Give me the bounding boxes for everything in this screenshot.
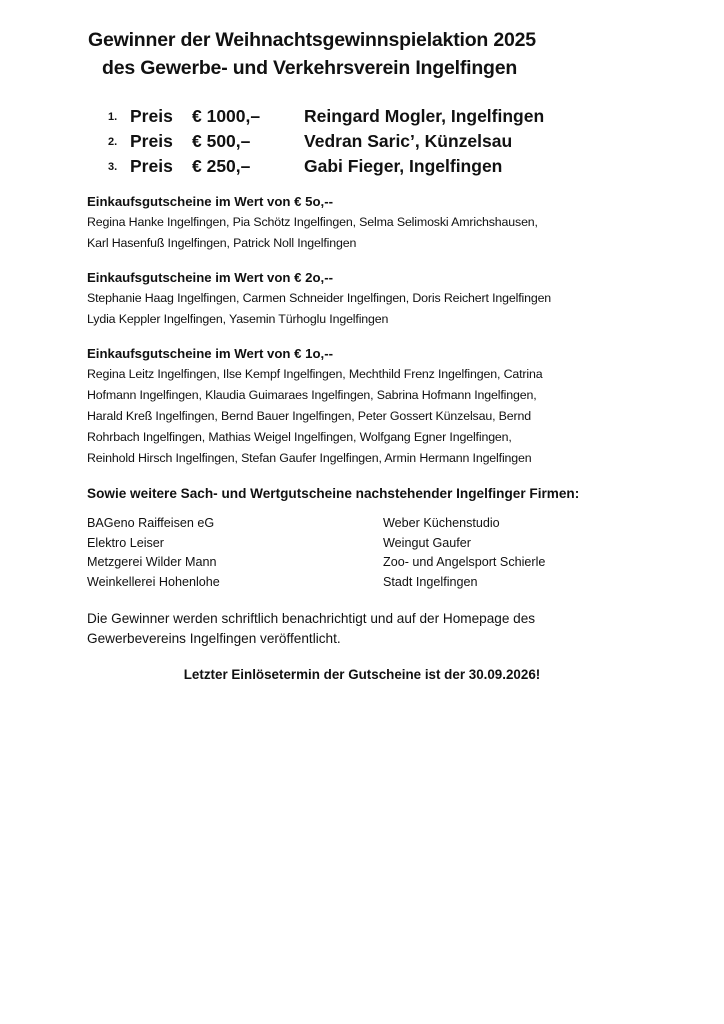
prize-winner: Gabi Fieger, Ingelfingen	[304, 156, 503, 176]
voucher-winners	[87, 364, 657, 469]
voucher-winners	[87, 288, 657, 330]
firm-item: Weber Küchenstudio	[383, 516, 500, 530]
firm-item: Weingut Gaufer	[383, 535, 471, 550]
voucher-winners-line: Rohrbach Ingelfingen, Mathias Weigel Ingelfingen, Wolfgang Egner Ingelfingen,	[87, 430, 512, 444]
prize-winner: Reingard Mogler, Ingelfingen	[304, 106, 545, 126]
title-line-1: Gewinner der Weihnachtsgewinnspielaktion 2025	[88, 29, 536, 51]
prize-list	[108, 104, 628, 179]
firms-column-right	[383, 514, 545, 592]
voucher-winners	[87, 212, 657, 254]
voucher-section-50	[87, 192, 657, 254]
voucher-winners-line: Lydia Keppler Ingelfingen, Yasemin Türhoglu Ingelfingen	[87, 312, 389, 326]
firm-item: Elektro Leiser	[87, 535, 164, 550]
voucher-winners-line: Stephanie Haag Ingelfingen, Carmen Schneider Ingelfingen, Doris Reichert Ingelfingen	[87, 291, 552, 305]
prize-label: Preis	[130, 156, 173, 176]
prize-number: 3.	[108, 161, 118, 173]
notification-notice	[87, 609, 647, 649]
voucher-heading: Einkaufsgutscheine im Wert von € 1o,--	[87, 346, 333, 361]
title-line-2: des Gewerbe- und Verkehrsverein Ingelfingen	[102, 57, 518, 79]
prize-row	[108, 129, 628, 154]
notice-line: Gewerbevereins Ingelfingen veröffentlicht.	[87, 631, 341, 646]
voucher-section-20	[87, 268, 657, 330]
prize-row	[108, 154, 628, 179]
voucher-section-10	[87, 344, 657, 469]
prize-label: Preis	[130, 131, 173, 151]
prize-number: 2.	[108, 136, 118, 148]
firms-heading: Sowie weitere Sach- und Wertgutscheine nachstehender Ingelfinger Firmen:	[87, 486, 580, 501]
voucher-winners-line: Regina Hanke Ingelfingen, Pia Schötz Ingelfingen, Selma Selimoski Amrichshausen,	[87, 215, 538, 229]
voucher-heading: Einkaufsgutscheine im Wert von € 5o,--	[87, 194, 333, 209]
firm-item: Zoo- und Angelsport Schierle	[383, 555, 546, 569]
firm-item: Stadt Ingelfingen	[383, 574, 478, 589]
prize-amount: € 250,–	[192, 156, 251, 176]
prize-row	[108, 104, 628, 129]
voucher-winners-line: Hofmann Ingelfingen, Klaudia Guimaraes Ingelfingen, Sabrina Hofmann Ingelfingen,	[87, 388, 537, 402]
voucher-heading: Einkaufsgutscheine im Wert von € 2o,--	[87, 270, 333, 285]
prize-amount: € 500,–	[192, 131, 251, 151]
firm-item: Metzgerei Wilder Mann	[87, 555, 217, 569]
prize-label: Preis	[130, 106, 173, 126]
voucher-winners-line: Harald Kreß Ingelfingen, Bernd Bauer Ingelfingen, Peter Gossert Künzelsau, Bernd	[87, 409, 531, 423]
prize-number: 1.	[108, 111, 118, 123]
voucher-winners-line: Karl Hasenfuß Ingelfingen, Patrick Noll Ingelfingen	[87, 236, 357, 250]
document-title	[88, 26, 648, 82]
firm-item: BAGeno Raiffeisen eG	[87, 516, 215, 530]
prize-amount: € 1000,–	[192, 106, 261, 126]
redemption-deadline: Letzter Einlösetermin der Gutscheine ist der 30.09.2026!	[183, 667, 541, 682]
firm-item: Weinkellerei Hohenlohe	[87, 574, 220, 589]
voucher-winners-line: Reinhold Hirsch Ingelfingen, Stefan Gaufer Ingelfingen, Armin Hermann Ingelfingen	[87, 451, 532, 465]
prize-winner: Vedran Saric’, Künzelsau	[304, 131, 513, 151]
notice-line: Die Gewinner werden schriftlich benachrichtigt und auf der Homepage des	[87, 611, 536, 626]
firms-column-left	[87, 514, 220, 592]
voucher-winners-line: Regina Leitz Ingelfingen, Ilse Kempf Ingelfingen, Mechthild Frenz Ingelfingen, Catrina	[87, 367, 543, 381]
